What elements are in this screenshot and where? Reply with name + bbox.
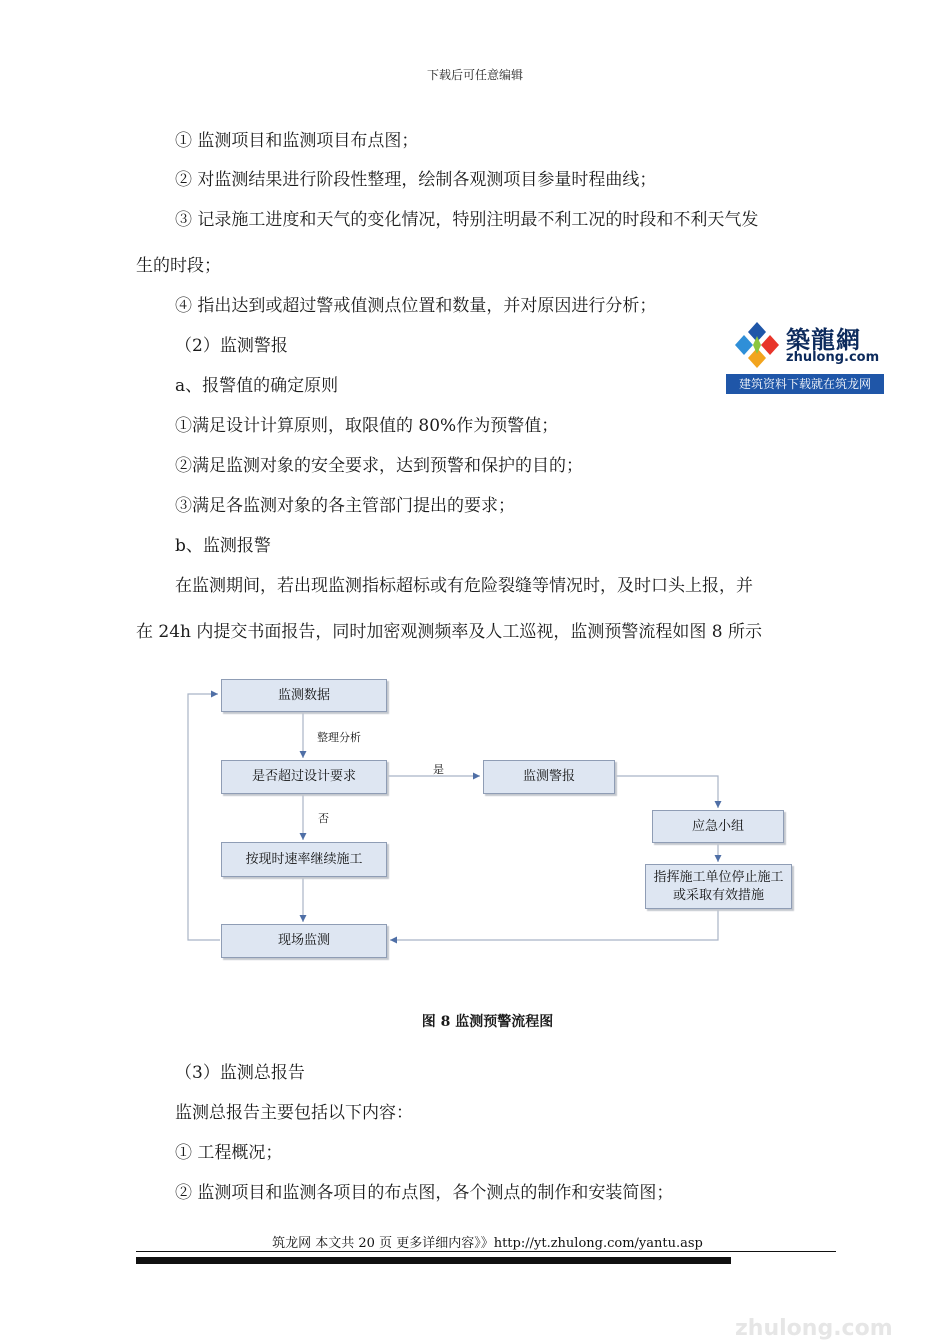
subsection-heading: b、监测报警 (175, 536, 271, 556)
list-item: ③满足各监测对象的各主管部门提出的要求； (175, 496, 515, 516)
list-item: ② 对监测结果进行阶段性整理，绘制各观测项目参量时程曲线； (175, 170, 657, 190)
flow-node-command-stop (645, 864, 792, 909)
header-note: 下载后可任意编辑 (426, 68, 523, 82)
section-heading: （3）监测总报告 (175, 1063, 305, 1083)
flow-node-site-monitoring: 现场监测 (221, 924, 387, 958)
subsection-heading: a、报警值的确定原则 (175, 376, 339, 396)
list-item: ②满足监测对象的安全要求，达到预警和保护的目的； (175, 456, 583, 476)
list-item: ② 监测项目和监测各项目的布点图，各个测点的制作和安装简图； (175, 1183, 674, 1203)
flow-node-command-stop-line1: 指挥施工单位停止施工 (653, 869, 784, 885)
list-item: ① 工程概况； (175, 1143, 283, 1163)
body-paragraph: 监测总报告主要包括以下内容： (175, 1103, 413, 1123)
flow-label-yes: 是 (433, 763, 444, 776)
body-paragraph-continuation: 在 24h 内提交书面报告，同时加密观测频率及人工巡视，监测预警流程如图 8 所示 (136, 622, 763, 642)
body-paragraph: 在监测期间，若出现监测指标超标或有危险裂缝等情况时，及时口头上报，并 (175, 576, 753, 596)
list-item: ①满足设计计算原则，取限值的 80%作为预警值； (175, 416, 559, 436)
flow-node-continue-construction: 按现时速率继续施工 (221, 842, 387, 877)
list-item: ① 监测项目和监测项目布点图； (175, 131, 419, 151)
list-item: ③ 记录施工进度和天气的变化情况，特别注明最不利工况的时段和不利天气发 (175, 210, 759, 230)
flow-node-command-stop-line2: 或采取有效措施 (672, 887, 764, 903)
flow-node-emergency-team: 应急小组 (652, 810, 784, 843)
flow-node-exceeds-design: 是否超过设计要求 (221, 760, 387, 794)
section-heading: （2）监测警报 (175, 336, 288, 356)
figure-caption: 图 8 监测预警流程图 (421, 1014, 554, 1030)
list-item: ④ 指出达到或超过警戒值测点位置和数量，并对原因进行分析； (175, 296, 657, 316)
list-item-continuation: 生的时段； (136, 256, 221, 276)
flow-node-monitoring-data: 监测数据 (221, 679, 387, 712)
flow-node-monitoring-alarm: 监测警报 (483, 760, 615, 794)
logo-slogan: 建筑资料下载就在筑龙网 (726, 374, 884, 394)
logo-domain: zhulong.com (786, 350, 880, 365)
flow-label-no: 否 (318, 812, 329, 825)
watermark: zhulong.com (735, 1316, 893, 1341)
page-footer: 筑龙网 本文共 20 页 更多详细内容》》http://yt.zhulong.com/yantu.asp (272, 1236, 703, 1251)
footer-divider (136, 1251, 836, 1252)
flow-label-organize: 整理分析 (317, 731, 361, 744)
footer-bar (136, 1257, 731, 1264)
logo-name: 築龍網 (786, 325, 861, 354)
